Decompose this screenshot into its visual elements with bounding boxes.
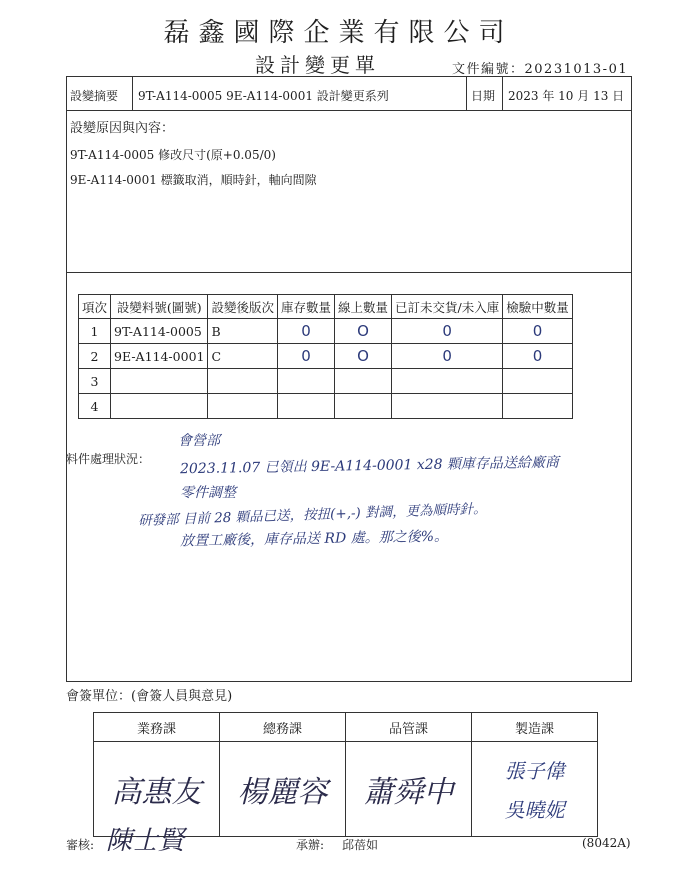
row-part: 9T-A114-0005 [111, 319, 208, 344]
row-stock [278, 394, 335, 419]
row-ordered [392, 369, 503, 394]
col-header: 設變後版次 [208, 295, 278, 319]
disposal-hand-line-3: 零件調整 [180, 485, 236, 501]
row-inspect [503, 394, 573, 419]
row-no: 2 [79, 344, 111, 369]
col-header: 已訂未交貨/未入庫 [392, 295, 503, 319]
row-inspect [503, 369, 573, 394]
disposal-hand-line-1: 會營部 [178, 433, 220, 449]
row-rev [208, 369, 278, 394]
col-header: 項次 [79, 295, 111, 319]
row-rev: B [208, 319, 278, 344]
col-header: 庫存數量 [278, 295, 335, 319]
table-row [79, 319, 573, 344]
row-online: O [335, 344, 392, 369]
reason-line-1: 9T-A114-0005 修改尺寸(原+0.05/0) [70, 148, 276, 162]
table-row [79, 394, 573, 419]
items-table-header [79, 295, 573, 319]
countersign-label: 會簽單位：(會簽人員與意見) [66, 689, 233, 704]
row-online [335, 394, 392, 419]
date-value: 2023 年 10 月 13 日 [508, 89, 625, 103]
row-ordered: 0 [392, 319, 503, 344]
signature: 張子偉 [504, 759, 565, 783]
doc-number-label: 文件編號： [452, 62, 525, 77]
signature: 高惠友 [111, 775, 202, 810]
row-part [111, 394, 208, 419]
row-online: O [335, 319, 392, 344]
items-table [78, 294, 573, 419]
row-stock: 0 [278, 344, 335, 369]
doc-number-value: 20231013-01 [524, 62, 629, 77]
review-signature: 陳士賢 [106, 826, 185, 856]
table-row [79, 344, 573, 369]
row-no: 3 [79, 369, 111, 394]
unit-general-affairs: 總務課 [220, 713, 346, 742]
row-inspect: 0 [503, 344, 573, 369]
countersign-header [94, 713, 598, 742]
row-stock [278, 369, 335, 394]
row-online [335, 369, 392, 394]
date-col-divider-1 [466, 76, 467, 110]
handler-name: 邱蓓如 [342, 838, 379, 852]
col-header: 線上數量 [335, 295, 392, 319]
col-header: 設變料號(圖號) [111, 295, 208, 319]
table-row [79, 369, 573, 394]
row-part [111, 369, 208, 394]
date-col-divider-2 [502, 76, 503, 110]
unit-sales: 業務課 [94, 713, 220, 742]
quality-control-signature-cell [346, 742, 472, 837]
handler-label: 承辦: [296, 838, 325, 852]
summary-col-divider [132, 76, 133, 110]
reason-line-2: 9E-A114-0001 標籤取消，順時針，軸向間隙 [70, 173, 317, 187]
summary-divider [66, 110, 632, 111]
unit-quality-control: 品管課 [346, 713, 472, 742]
col-header: 檢驗中數量 [503, 295, 573, 319]
general-affairs-signature-cell [220, 742, 346, 837]
row-no: 4 [79, 394, 111, 419]
unit-manufacturing: 製造課 [472, 713, 598, 742]
signature: 吳曉妮 [504, 798, 565, 822]
review-label: 審核: [66, 838, 95, 852]
disposal-label: 料件處理狀況： [66, 452, 151, 466]
row-stock: 0 [278, 319, 335, 344]
row-ordered: 0 [392, 344, 503, 369]
row-rev: C [208, 344, 278, 369]
reason-divider [66, 272, 632, 273]
countersign-table [93, 712, 598, 837]
row-part: 9E-A114-0001 [111, 344, 208, 369]
row-inspect: 0 [503, 319, 573, 344]
disposal-hand-line-4: 研發部 目前 28 顆品已送，按扭(+,-) 對調，更為順時針。 [137, 500, 487, 530]
summary-label: 設變摘要 [70, 89, 119, 103]
row-no: 1 [79, 319, 111, 344]
summary-value: 9T-A114-0005 9E-A114-0001 設計變更系列 [138, 89, 389, 103]
row-ordered [392, 394, 503, 419]
form-code: (8042A) [582, 836, 631, 850]
company-name: 磊鑫國際企業有限公司 [163, 18, 514, 48]
signature: 楊麗容 [237, 775, 328, 810]
disposal-hand-line-2: 2023.11.07 已領出 9E-A114-0001 x28 顆庫存品送給廠商 [179, 454, 560, 478]
disposal-hand-line-5: 放置工廠後，庫存品送 RD 處。那之後%。 [179, 528, 449, 550]
form-title: 設計變更單 [255, 53, 380, 77]
date-label: 日期 [471, 89, 496, 103]
signature: 蕭舜中 [363, 775, 454, 810]
manufacturing-signature-cell [472, 742, 598, 837]
row-rev [208, 394, 278, 419]
doc-number [452, 58, 628, 77]
reason-label: 設變原因與內容： [70, 121, 175, 136]
